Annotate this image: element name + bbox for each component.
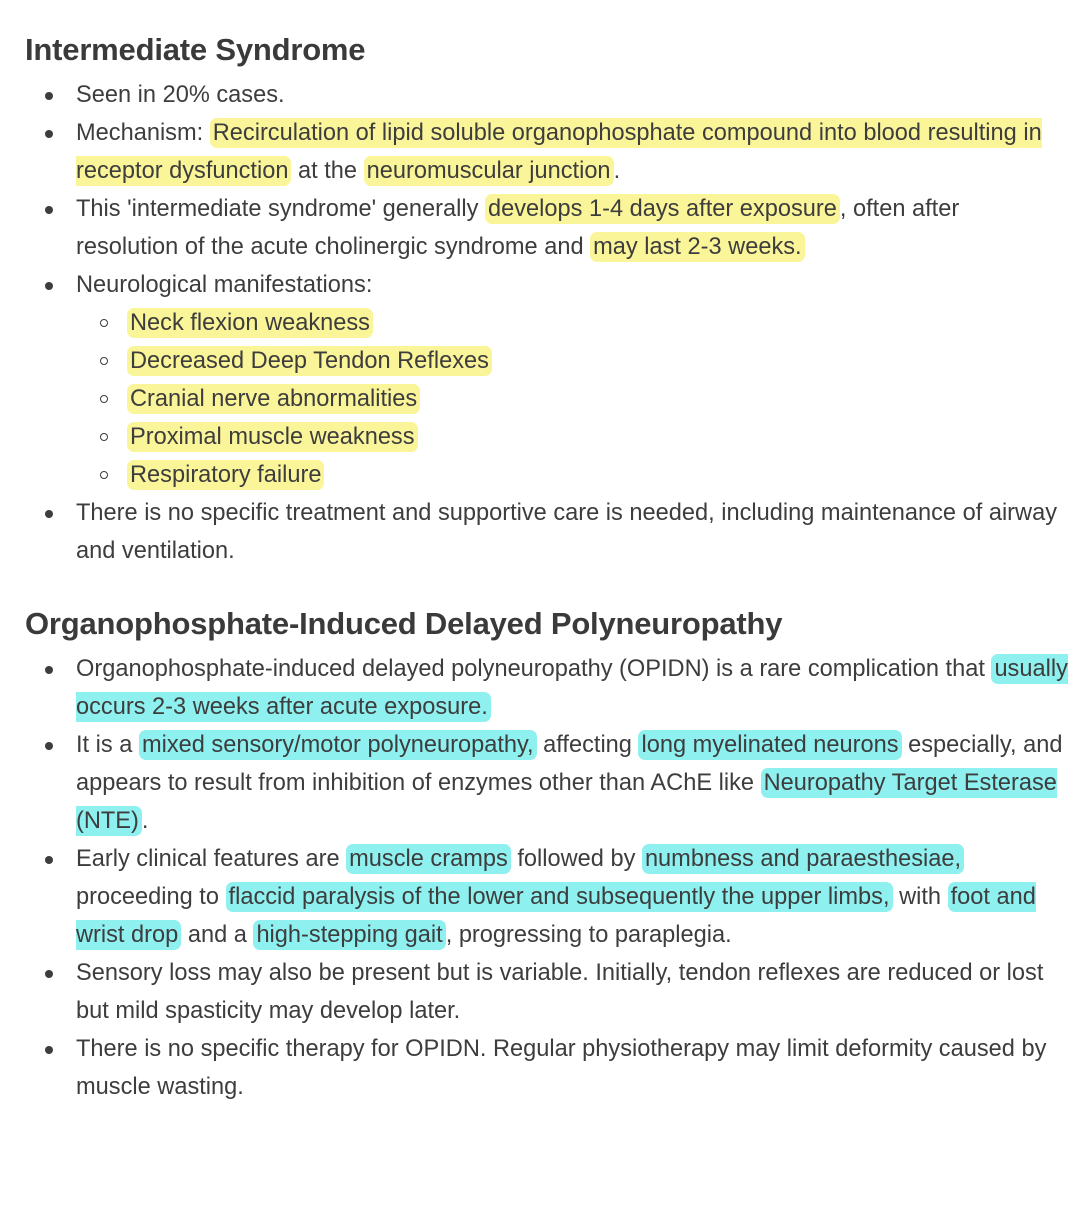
sub-list-item [76, 380, 1068, 418]
highlighted-text: numbness and paraesthesiae, [642, 844, 964, 874]
item-text: Neurological manifestations: [76, 272, 373, 298]
highlighted-text: Neuropathy Target Esterase (NTE) [76, 770, 1057, 834]
item-text: It is a [76, 732, 139, 758]
item-text: especially, and appears to result from inhibition of enzymes other than AChE like [76, 732, 1063, 796]
highlighted-text: high-stepping gait [253, 920, 445, 950]
item-text: . [141, 808, 149, 834]
list-item [25, 76, 1074, 114]
highlighted-text: mixed sensory/motor polyneuropathy, [139, 730, 537, 760]
item-text: followed by [510, 846, 642, 872]
list-item [25, 650, 1074, 726]
list-item [25, 266, 1074, 494]
sub-list [76, 304, 1068, 494]
bullet-list [25, 650, 1074, 1106]
highlighted-text: Recirculation of lipid soluble organophosphate compound into blood resulting in receptor dysfunction [76, 120, 1042, 184]
item-text: Sensory loss may also be present but is variable. Initially, tendon reflexes are reduced or lost but mild spasticity may develop later. [76, 960, 1044, 1024]
highlighted-text: Respiratory failure [127, 460, 324, 490]
list-item [25, 190, 1074, 266]
list-item [25, 114, 1074, 190]
item-text: with [892, 884, 948, 910]
item-text: Early clinical features are [76, 846, 347, 872]
list-item [25, 954, 1074, 1030]
list-item [25, 494, 1074, 570]
item-text: proceeding to [76, 884, 226, 910]
highlighted-text: foot and wrist drop [76, 884, 1036, 948]
highlighted-text: Decreased Deep Tendon Reflexes [127, 346, 492, 376]
item-text: and a [181, 922, 254, 948]
item-text: , progressing to paraplegia. [445, 922, 732, 948]
highlighted-text: Cranial nerve abnormalities [127, 384, 420, 414]
item-text: There is no specific therapy for OPIDN. Regular physiotherapy may limit deformity caused by muscle wasting. [76, 1036, 1047, 1100]
item-text: . [613, 158, 621, 184]
list-item [25, 726, 1074, 840]
item-text: This 'intermediate syndrome' generally [76, 196, 485, 222]
section-heading: Organophosphate-Induced Delayed Polyneuropathy [25, 606, 783, 641]
section-heading: Intermediate Syndrome [25, 32, 366, 67]
item-text: Mechanism: [76, 120, 210, 146]
highlighted-text: long myelinated neurons [638, 730, 901, 760]
highlighted-text: muscle cramps [346, 844, 511, 874]
item-text: Organophosphate-induced delayed polyneuropathy (OPIDN) is a rare complication that [76, 656, 992, 682]
bullet-list [25, 76, 1074, 570]
sub-list-item [76, 304, 1068, 342]
item-text: , often after resolution of the acute cholinergic syndrome and [76, 196, 960, 260]
sub-list-item [76, 456, 1068, 494]
highlighted-text: neuromuscular junction [364, 156, 614, 186]
item-text: at the [291, 158, 364, 184]
item-text: Seen in 20% cases. [76, 82, 285, 108]
list-item [25, 840, 1074, 954]
list-item [25, 1030, 1074, 1106]
highlighted-text: usually occurs 2-3 weeks after acute exposure. [76, 656, 1068, 720]
highlighted-text: Neck flexion weakness [127, 308, 373, 338]
sub-list-item [76, 418, 1068, 456]
item-text: affecting [536, 732, 639, 758]
highlighted-text: flaccid paralysis of the lower and subsequently the upper limbs, [226, 882, 893, 912]
highlighted-text: develops 1-4 days after exposure [485, 194, 840, 224]
item-text: There is no specific treatment and supportive care is needed, including maintenance of airway and ventilation. [76, 500, 1057, 564]
highlighted-text: Proximal muscle weakness [127, 422, 418, 452]
sub-list-item [76, 342, 1068, 380]
highlighted-text: may last 2-3 weeks. [590, 232, 805, 262]
